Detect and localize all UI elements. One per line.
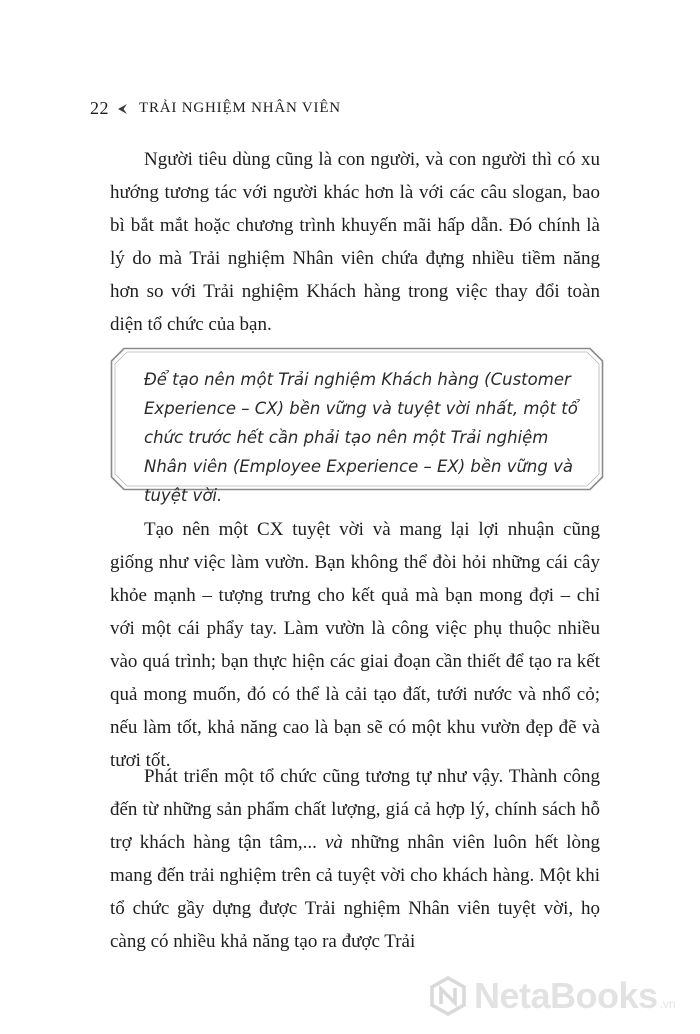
body-paragraph bbox=[110, 760, 600, 958]
emphasis-text: và bbox=[324, 832, 343, 853]
body-text: Phát triển một tổ chức cũng tương tự như vậy. Thành công đến từ những sản phẩm chất lượng, giá cả hợp lý, chính sách hỗ trợ khách hàng tận tâm,... bbox=[110, 766, 600, 853]
watermark bbox=[428, 972, 676, 1020]
body-text: những nhân viên luôn hết lòng mang đến trải nghiệm trên cả tuyệt vời cho khách hàng. Một khi tổ chức gầy dựng được Trải nghiệm Nhân viên tuyệt vời, họ càng có nhiều khả năng tạo ra được Trải bbox=[110, 832, 600, 952]
chevron-left-icon bbox=[115, 101, 129, 115]
page-number: 22 bbox=[90, 97, 109, 118]
running-header-title: TRẢI NGHIỆM NHÂN VIÊN bbox=[139, 99, 341, 116]
running-header bbox=[90, 96, 341, 120]
callout-box bbox=[110, 347, 604, 505]
callout-quote: Để tạo nên một Trải nghiệm Khách hàng (Customer Experience – CX) bền vững và tuyệt vời nhất, một tổ chức trước hết cần phải tạo nên một Trải nghiệm Nhân viên (Employee Experience – EX) bền vững và tuyệt vời. bbox=[144, 370, 578, 505]
watermark-text: NetaBooks bbox=[474, 975, 658, 1016]
body-paragraph: Người tiêu dùng cũng là con người, và con người thì có xu hướng tương tác với người khác hơn là với các câu slogan, bao bì bắt mắt hoặc chương trình khuyến mãi hấp dẫn. Đó chính là lý do mà Trải nghiệm Nhân viên chứa đựng nhiều tiềm năng hơn so với Trải nghiệm Khách hàng trong việc thay đổi toàn diện tổ chức của bạn. bbox=[110, 149, 600, 335]
watermark-suffix: .vn bbox=[659, 997, 676, 1011]
netabooks-logo-icon bbox=[428, 976, 468, 1016]
body-paragraph: Tạo nên một CX tuyệt vời và mang lại lợi nhuận cũng giống như việc làm vườn. Bạn không thể đòi hỏi những cái cây khỏe mạnh – tượng trưng cho kết quả mà bạn mong đợi – chỉ với một cái phẩy tay. Làm vườn là công việc phụ thuộc nhiều vào quá trình; bạn thực hiện các giai đoạn cần thiết để tạo ra kết quả mong muốn, đó có thể là cải tạo đất, tưới nước và nhổ cỏ; nếu làm tốt, khả năng cao là bạn sẽ có một khu vườn đẹp đẽ và tươi tốt. bbox=[110, 519, 600, 771]
